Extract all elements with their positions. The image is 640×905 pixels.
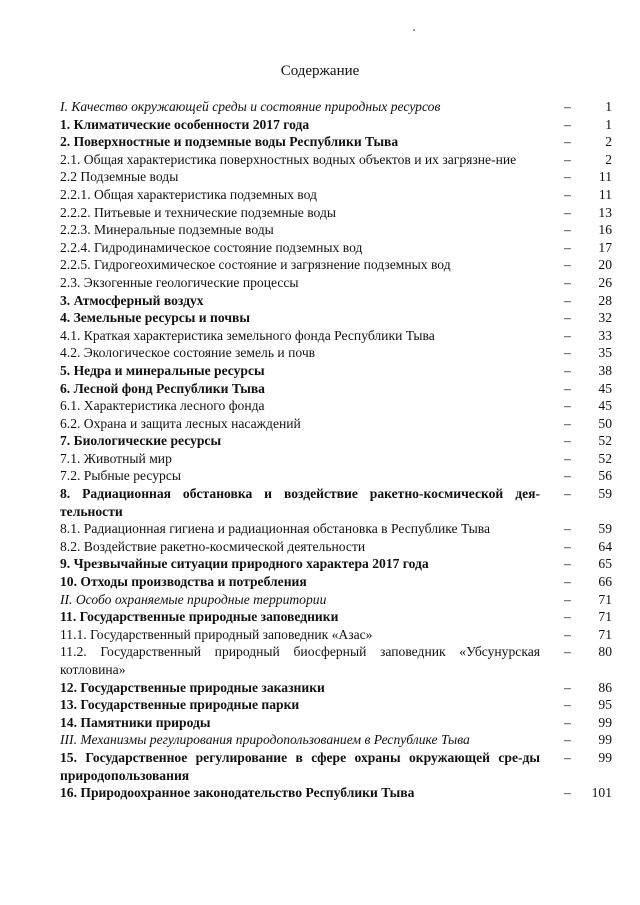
toc-entry-dash: – — [564, 450, 571, 466]
toc-entry-dash: – — [564, 521, 571, 537]
toc-entry-dash: – — [564, 327, 571, 343]
toc-entry-title: 7. Биологические ресурсы — [60, 433, 222, 449]
toc-entry-title: 11.2. Государственный природный биосферный заповедник «Убсунурская котловина» — [60, 644, 540, 677]
toc-entry[interactable] — [60, 679, 612, 697]
toc-entry[interactable] — [60, 397, 612, 415]
toc-entry-dash: – — [564, 574, 571, 590]
toc-entry-page: 45 — [598, 380, 612, 396]
toc-entry-page: 32 — [598, 310, 612, 326]
toc-entry-page: 13 — [598, 204, 612, 220]
toc-entry-page: 101 — [591, 785, 612, 801]
toc-entry-dash: – — [564, 538, 571, 554]
toc-entry-title: 2.3. Экзогенные геологические процессы — [60, 274, 299, 290]
toc-entry[interactable] — [60, 239, 612, 257]
toc-entry[interactable] — [60, 749, 612, 784]
toc-entry[interactable] — [60, 133, 612, 151]
toc-entry-title: 2.1. Общая характеристика поверхностных водных объектов и их загрязне-ние — [60, 151, 517, 167]
toc-entry-dash: – — [564, 609, 571, 625]
toc-entry-dash: – — [564, 99, 571, 114]
toc-entry-title: 12. Государственные природные заказники — [60, 679, 325, 695]
toc-entry-page: 99 — [598, 714, 612, 730]
toc-entry-page: 99 — [598, 732, 612, 748]
toc-entry-title: III. Механизмы регулирования природопользованием в Республике Тыва — [60, 732, 470, 748]
toc-entry-page: 95 — [598, 697, 612, 713]
toc-entry[interactable] — [60, 696, 612, 714]
toc-entry-dash: – — [564, 310, 571, 326]
toc-entry-page: 64 — [598, 538, 612, 554]
toc-entry[interactable] — [60, 362, 612, 380]
toc-entry-title: 10. Отходы производства и потребления — [60, 574, 307, 590]
toc-entry-dash: – — [564, 222, 571, 238]
toc-entry-title: I. Качество окружающей среды и состояние природных ресурсов — [60, 99, 441, 114]
page-title: Содержание — [280, 63, 360, 79]
toc-entry[interactable] — [60, 256, 612, 274]
toc-entry-page: 52 — [598, 433, 612, 449]
toc-entry-page: 66 — [598, 574, 612, 590]
toc-entry[interactable] — [60, 309, 612, 327]
toc-entry-dash: – — [564, 697, 571, 713]
toc-entry-dash: – — [564, 415, 571, 431]
toc-entry[interactable] — [60, 591, 612, 609]
toc-entry-page: 11 — [598, 169, 612, 185]
toc-entry[interactable] — [60, 485, 612, 520]
toc-entry-page: 65 — [598, 556, 612, 572]
toc-entry[interactable] — [60, 432, 612, 450]
toc-entry-page: 86 — [598, 679, 612, 695]
toc-entry-page: 56 — [598, 468, 612, 484]
toc-entry-dash: – — [564, 433, 571, 449]
toc-entry[interactable] — [60, 292, 612, 310]
toc-entry-dash: – — [564, 204, 571, 220]
toc-entry-dash: – — [564, 257, 571, 273]
toc-entry-dash: – — [564, 151, 571, 167]
toc-entry-dash: – — [564, 169, 571, 185]
toc-entry[interactable] — [60, 221, 612, 239]
toc-entry-dash: – — [564, 749, 571, 765]
toc-entry-page: 45 — [598, 398, 612, 414]
toc-entry[interactable] — [60, 344, 612, 362]
toc-entry-dash: – — [564, 398, 571, 414]
toc-entry-dash: – — [564, 626, 571, 642]
toc-entry-title: 5. Недра и минеральные ресурсы — [60, 362, 265, 378]
toc-entry[interactable] — [60, 116, 612, 134]
toc-entry-page: 17 — [598, 239, 612, 255]
toc-entry-page: 28 — [598, 292, 612, 308]
toc-entry[interactable] — [60, 327, 612, 345]
toc-entry-dash: – — [564, 486, 571, 502]
toc-entry-page: 50 — [598, 415, 612, 431]
table-of-contents — [60, 98, 612, 802]
toc-entry-page: 80 — [598, 644, 612, 660]
toc-entry-title: 13. Государственные природные парки — [60, 697, 300, 713]
toc-entry-dash: – — [564, 714, 571, 730]
toc-entry-page: 71 — [598, 609, 612, 625]
toc-entry[interactable] — [60, 168, 612, 186]
toc-entry-page: 2 — [605, 151, 612, 167]
toc-entry-title: 8.1. Радиационная гигиена и радиационная обстановка в Республике Тыва — [60, 521, 491, 537]
toc-entry-page: 26 — [598, 274, 612, 290]
toc-entry-page: 38 — [598, 362, 612, 378]
toc-entry-title: 15. Государственное регулирование в сфере охраны окружающей сре-ды природопользования — [60, 749, 540, 783]
toc-entry[interactable] — [60, 643, 612, 678]
toc-entry-page: 1 — [605, 99, 612, 114]
toc-entry[interactable] — [60, 98, 612, 116]
toc-entry-title: 6.1. Характеристика лесного фонда — [60, 398, 265, 414]
toc-entry[interactable] — [60, 538, 612, 556]
scan-mark — [413, 29, 415, 31]
toc-entry-dash: – — [564, 556, 571, 572]
toc-entry[interactable] — [60, 626, 612, 644]
toc-entry-title: 2. Поверхностные и подземные воды Республики Тыва — [60, 134, 399, 150]
toc-entry-dash: – — [564, 644, 571, 660]
toc-entry[interactable] — [60, 714, 612, 732]
toc-entry[interactable] — [60, 555, 612, 573]
toc-entry-title: 11. Государственные природные заповедники — [60, 609, 339, 625]
toc-entry-title: 2.2.4. Гидродинамическое состояние подземных вод — [60, 239, 363, 255]
toc-entry-dash: – — [564, 134, 571, 150]
toc-entry-title: 2.2.5. Гидрогеохимическое состояние и загрязнение подземных вод — [60, 257, 451, 273]
toc-entry-dash: – — [564, 591, 571, 607]
toc-entry-dash: – — [564, 362, 571, 378]
toc-entry-title: 9. Чрезвычайные ситуации природного характера 2017 года — [60, 556, 429, 572]
toc-entry-title: 8.2. Воздействие ракетно-космической деятельности — [60, 538, 366, 554]
toc-entry-dash: – — [564, 679, 571, 695]
toc-entry-title: 2.2.2. Питьевые и технические подземные воды — [60, 204, 336, 220]
toc-entry-title: 2.2.1. Общая характеристика подземных вод — [60, 186, 317, 202]
toc-entry-page: 1 — [605, 116, 612, 132]
toc-entry[interactable] — [60, 450, 612, 468]
toc-entry-title: 11.1. Государственный природный заповедник «Азас» — [60, 626, 373, 642]
toc-entry[interactable] — [60, 380, 612, 398]
toc-entry-title: II. Особо охраняемые природные территории — [60, 591, 327, 607]
toc-entry-dash: – — [564, 732, 571, 748]
toc-entry-page: 99 — [598, 749, 612, 765]
toc-entry-title: 14. Памятники природы — [60, 714, 211, 730]
toc-entry-page: 2 — [605, 134, 612, 150]
toc-entry-title: 6.2. Охрана и защита лесных насаждений — [60, 415, 301, 431]
toc-entry-title: 6. Лесной фонд Республики Тыва — [60, 380, 265, 396]
toc-entry[interactable] — [60, 151, 612, 169]
toc-entry-dash: – — [564, 292, 571, 308]
toc-entry-page: 71 — [598, 626, 612, 642]
toc-entry-dash: – — [564, 468, 571, 484]
toc-entry-title: 4.2. Экологическое состояние земель и почв — [60, 345, 316, 361]
toc-entry-title: 2.2.3. Минеральные подземные воды — [60, 222, 274, 238]
toc-entry-title: 4. Земельные ресурсы и почвы — [60, 310, 250, 326]
toc-entry[interactable] — [60, 204, 612, 222]
toc-entry-page: 33 — [598, 327, 612, 343]
toc-entry[interactable] — [60, 186, 612, 204]
toc-entry-page: 59 — [598, 486, 612, 502]
toc-entry-dash: – — [564, 274, 571, 290]
toc-entry-page: 16 — [598, 222, 612, 238]
toc-entry[interactable] — [60, 573, 612, 591]
toc-entry[interactable] — [60, 274, 612, 292]
toc-entry[interactable] — [60, 520, 612, 538]
toc-entry-page: 35 — [598, 345, 612, 361]
toc-entry-page: 71 — [598, 591, 612, 607]
toc-entry-title: 4.1. Краткая характеристика земельного фонда Республики Тыва — [60, 327, 435, 343]
toc-entry-dash: – — [564, 785, 571, 801]
toc-entry-dash: – — [564, 186, 571, 202]
toc-entry-title: 7.1. Животный мир — [60, 450, 172, 466]
toc-entry[interactable] — [60, 415, 612, 433]
toc-entry-title: 7.2. Рыбные ресурсы — [60, 468, 182, 484]
toc-entry-title: 16. Природоохранное законодательство Республики Тыва — [60, 785, 415, 801]
toc-entry-page: 11 — [598, 186, 612, 202]
toc-entry-title: 3. Атмосферный воздух — [60, 292, 204, 308]
toc-entry[interactable] — [60, 784, 612, 802]
toc-entry-page: 20 — [598, 257, 612, 273]
toc-entry[interactable] — [60, 467, 612, 485]
toc-entry-dash: – — [564, 239, 571, 255]
toc-entry-dash: – — [564, 345, 571, 361]
toc-entry-page: 52 — [598, 450, 612, 466]
toc-entry-title: 1. Климатические особенности 2017 года — [60, 116, 310, 132]
toc-entry[interactable] — [60, 731, 612, 749]
toc-entry[interactable] — [60, 608, 612, 626]
toc-entry-title: 2.2 Подземные воды — [60, 169, 179, 185]
toc-entry-title: 8. Радиационная обстановка и воздействие ракетно-космической дея-тельности — [60, 486, 540, 519]
toc-entry-dash: – — [564, 380, 571, 396]
toc-entry-dash: – — [564, 116, 571, 132]
toc-entry-page: 59 — [598, 521, 612, 537]
